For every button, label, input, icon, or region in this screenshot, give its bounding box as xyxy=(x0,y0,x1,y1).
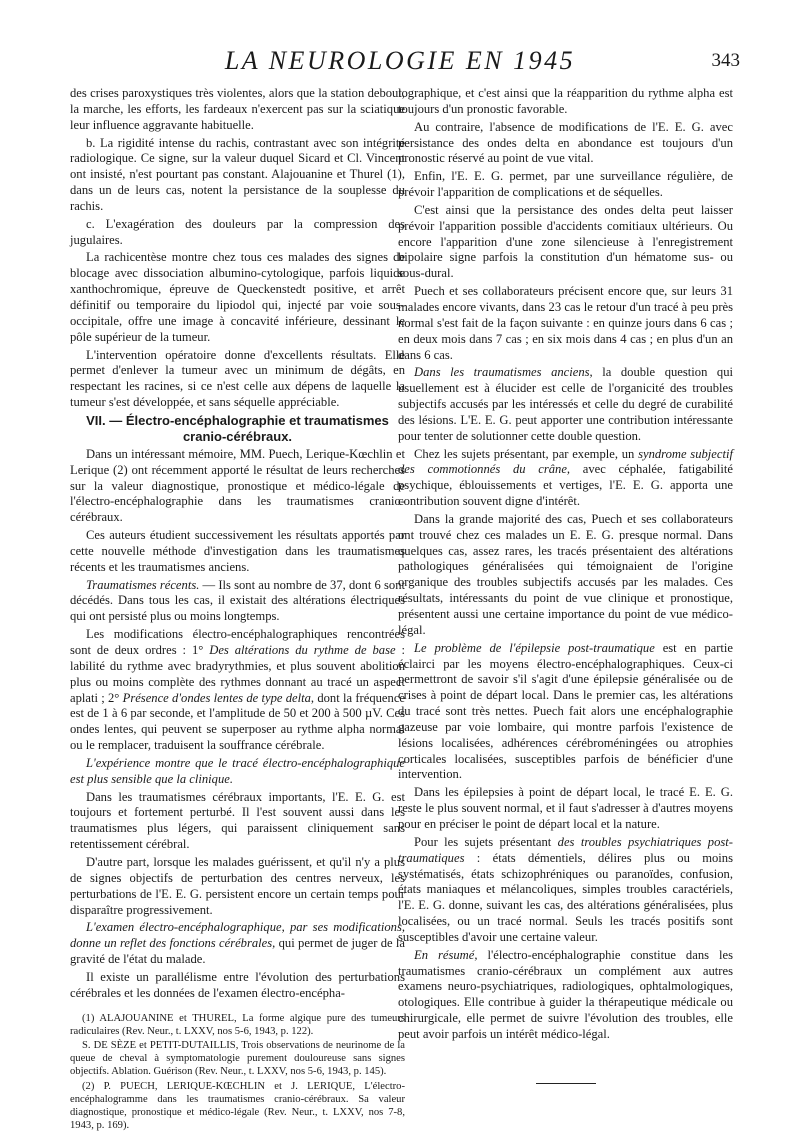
paragraph: C'est ainsi que la persistance des ondes delta peut laisser prévoir l'apparition possible d'accidents comitiaux ultérieurs. Ou encore l'apparition d'une zone silencieuse à l'enregistrement bipolaire signe parfois la constitution d'un hématome sus- ou sous-dural. xyxy=(398,202,733,281)
paragraph xyxy=(70,627,405,754)
paragraph-text: avec céphalée, fatigabilité psychique, éblouissements et vertiges, l'E. E. G. apporta une contribution souvent digne d'intérêt. xyxy=(398,462,733,509)
paragraph xyxy=(398,365,733,444)
paragraph: Enfin, l'E. E. G. permet, par une surveillance régulière, de prévoir l'apparition de complications et de séquelles. xyxy=(398,169,733,200)
italic-phrase: L'expérience montre que le tracé électro-encéphalographique est plus sensible que la clinique. xyxy=(70,755,405,786)
paragraph: Dans un intéressant mémoire, MM. Puech, Lerique-Kœchlin et Lerique (2) ont récemment apporté le résultat de leurs recherches sur la valeur diagnostique, pronostique et médico-légale de l'électro-encéphalographie dans les traumatismes cranio-cérébraux. xyxy=(70,446,405,525)
paragraph: La rachicentèse montre chez tous ces malades des signes de blocage avec dissociation albumino-cytologique, parfois liquide xanthochromique, épreuve de Queckenstedt positive, et arrêt définitif ou temporaire du lipiodol qui, injecté par voie sous-occipitale, offre une image à concavité inférieure, dessinant le pôle supérieur de la tumeur. xyxy=(70,250,405,344)
italic-lead: Dans les traumatismes anciens, xyxy=(414,365,593,380)
paragraph: L'intervention opératoire donne d'excellents résultats. Elle permet d'enlever la tumeur avec un minimum de dégâts, en respectant les racines, si ce n'est celle aux dépens de laquelle la tumeur s'est développée, et sans séquelle appréciable. xyxy=(70,347,405,410)
paragraph-text: Les modifications électro-encéphalographiques rencontrées sont de deux ordres : 1° xyxy=(70,627,405,657)
section-heading xyxy=(70,413,405,445)
paragraph: Puech et ses collaborateurs précisent encore que, sur leurs 31 malades encore vivants, dans 23 cas le retour d'un tracé à peu près normal s'est fait de la façon suivante : en quinze jours dans 6 cas ; en deux mois dans 7 cas ; en six mois dans 4 cas ; en plus d'un an dans 6 cas. xyxy=(398,284,733,362)
page-number: 343 xyxy=(711,50,740,71)
paragraph-text: est en partie éclairci par les moyens électro-encéphalographiques. Ceux-ci permettront de savoir s'il s'agit d'une épilepsie généralisée ou de crises à point de départ local. Dans le premier cas, les altérations du tracé sont très nettes. Puech fait alors une encéphalographie gazeuse par voie lombaire, qui montre parfois l'existence de lésions localisées, adhérences cérébroméningées ou atrophies corticales localisées, susceptibles parfois de bénéficier d'une intervention. xyxy=(398,640,733,782)
paragraph xyxy=(70,920,405,968)
running-title: LA NEUROLOGIE EN 1945 xyxy=(224,46,576,75)
paragraph-text: qui permet de juger de la gravité de l'état du malade. xyxy=(70,936,405,967)
footnote: (1) ALAJOUANINE et THUREL, La forme algique pure des tumeurs radiculaires (Rev. Neur., t. LXXV, nos 5-6, 1943, p. 122). xyxy=(70,1012,405,1037)
right-column xyxy=(398,86,733,1084)
end-divider xyxy=(536,1083,596,1084)
paragraph: des crises paroxystiques très violentes, alors que la station debout, la marche, les efforts, les fardeaux n'exercent pas sur la sciatique leur influence aggravante habituelle. xyxy=(70,86,405,132)
paragraph-text: : états démentiels, délires plus ou moins systématisés, états schizophréniques ou paranoïdes, confusion, états maniaques et mélancoliques, simples troubles caractériels, l'E. E. G. donne, suivant les cas, des altérations généralisées, plus localisées, ou un tracé normal. Seuls les tracés positifs sont susceptibles d'avoir une certaine valeur. xyxy=(398,850,733,944)
paragraph-text: la double question qui usuellement est à élucider est celle de l'organicité des troubles subjectifs accusés par les intéressés et celle du degré de curabilité des lésions. L'E. E. G. peut apporter une contribution intéressante pour tenter de solutionner cette double question. xyxy=(398,365,734,443)
paragraph: D'autre part, lorsque les malades guérissent, et qu'il n'y a plus de signes objectifs de perturbation des centres nerveux, les perturbations de l'E. E. G. persistent encore un certain temps pour disparaître progressivement. xyxy=(70,854,405,917)
paragraph: Ces auteurs étudient successivement les résultats apportés par cette nouvelle méthode d'investigation dans les traumatismes récents et les traumatismes anciens. xyxy=(70,528,405,574)
paragraph xyxy=(398,948,733,1043)
section-heading-line1: VII. — Électro-encéphalographie et traumatismes xyxy=(86,412,389,428)
left-column xyxy=(70,86,405,1133)
paragraph-text: , dont la fréquence est de 1 à 6 par seconde, et l'amplitude de 50 et 200 à 500 µV. Ces ondes lentes, qui peuvent se superposer au rythme alpha normal ou le remplacer, traduisent la souffrance cérébrale. xyxy=(70,690,405,753)
paragraph: Dans les traumatismes cérébraux importants, l'E. E. G. est toujours et fortement perturbé. Il l'est souvent aussi dans les traumatismes plus légers, qui paraissent cliniquement sans retentissement cérébral. xyxy=(70,789,405,852)
footnotes xyxy=(70,1012,405,1133)
paragraph xyxy=(398,447,733,510)
italic-phrase: L'examen électro-encéphalographique, par ses modifications, donne un reflet des fonctions cérébrales, xyxy=(70,920,405,951)
paragraph-text: Chez les sujets présentant, par exemple, un xyxy=(414,446,639,461)
paragraph xyxy=(70,756,405,788)
paragraph: lographique, et c'est ainsi que la réapparition du rythme alpha est toujours d'un pronostic favorable. xyxy=(398,86,733,116)
paragraph: Dans la grande majorité des cas, Puech et ses collaborateurs ont trouvé chez ces malades un E. E. G. presque normal. Dans quelques cas, assez rares, les tracés présentaient des altérations pathologiques généralisées qui témoignaient de l'origine organique des troubles subjectifs accusés par les malades. Ces résultats, intéressants du point de vue clinique et pronostique, présentent aussi une certaine importance du point de vue médico-légal. xyxy=(398,511,733,637)
paragraph: Dans les épilepsies à point de départ local, le tracé E. E. G. reste le plus souvent normal, et il faut s'adresser à d'autres moyens pour en préciser le point de départ local et la nature. xyxy=(398,785,733,831)
italic-phrase: Présence d'ondes lentes de type delta xyxy=(122,690,311,705)
italic-phrase: des troubles psychiatriques post-traumatiques xyxy=(398,834,733,865)
italic-phrase: syndrome subjectif des commotionnés du crâne, xyxy=(398,446,733,477)
paragraph xyxy=(398,641,733,784)
paragraph xyxy=(70,578,405,626)
paragraph: c. L'exagération des douleurs par la compression des jugulaires. xyxy=(70,216,405,247)
paragraph: Au contraire, l'absence de modifications de l'E. E. G. avec persistance des ondes delta en abondance est toujours d'un pronostic réservé au point de vue vital. xyxy=(398,119,733,166)
italic-lead: Traumatismes récents. xyxy=(86,577,200,592)
footnote: S. DE SÈZE et PETIT-DUTAILLIS, Trois observations de neurinome de la queue de cheval à symptomatologie purement douloureuse sans signes objectifs. Ablation. Guérison (Rev. Neur., t. LXXV, nos 5-6, 1943, p. 145). xyxy=(70,1039,405,1078)
page-header xyxy=(0,44,800,76)
paragraph-text: — Ils sont au nombre de 37, dont 6 sont décédés. Dans tous les cas, il existait des altérations électriques qui ont persisté plus ou moins longtemps. xyxy=(70,577,405,624)
italic-phrase: Des altérations du rythme de base xyxy=(209,643,396,657)
paragraph: b. La rigidité intense du rachis, contrastant avec son intégrité radiologique. Ce signe, sur la valeur duquel Sicard et Cl. Vincent ont insisté, n'est pourtant pas constant. Alajouanine et Thurel (1), dans un de leurs cas, notent la persistance de la souplesse du rachis. xyxy=(70,135,405,213)
paragraph xyxy=(398,835,733,946)
paragraph-text: Pour les sujets présentant xyxy=(414,834,558,849)
paragraph-text: : labilité du rythme avec bradyrythmies, et plus souvent abolition plus ou moins complète des rythmes donnant au tracé un aspect aplati ; 2° xyxy=(70,643,405,705)
paragraph-text: l'électro-encéphalographie constitue dans les traumatismes cranio-cérébraux un complément aux autres examens neuro-psychiatriques, radiologiques, ophtalmologiques, otologiques. Elle contribue à guider la thérapeutique médicale ou chirurgicale, elle permet de suivre l'évolution des troubles, elle peut avoir parfois un intérêt médico-légal. xyxy=(398,947,733,1041)
footnote: (2) P. PUECH, LERIQUE-KŒCHLIN et J. LERIQUE, L'électro-encéphalogramme dans les traumatismes cranio-cérébraux. Sa valeur diagnostique, pronostique et médico-légale (Rev. Neur., t. LXXV, nos 7-8, 1943, p. 169). xyxy=(70,1080,405,1132)
italic-lead: Le problème de l'épilepsie post-traumatique xyxy=(414,640,655,655)
paragraph: Il existe un parallélisme entre l'évolution des perturbations cérébrales et les données de l'examen électro-encépha- xyxy=(70,969,405,1000)
italic-lead: En résumé, xyxy=(414,947,478,962)
section-heading-line2: cranio-cérébraux. xyxy=(182,428,293,444)
